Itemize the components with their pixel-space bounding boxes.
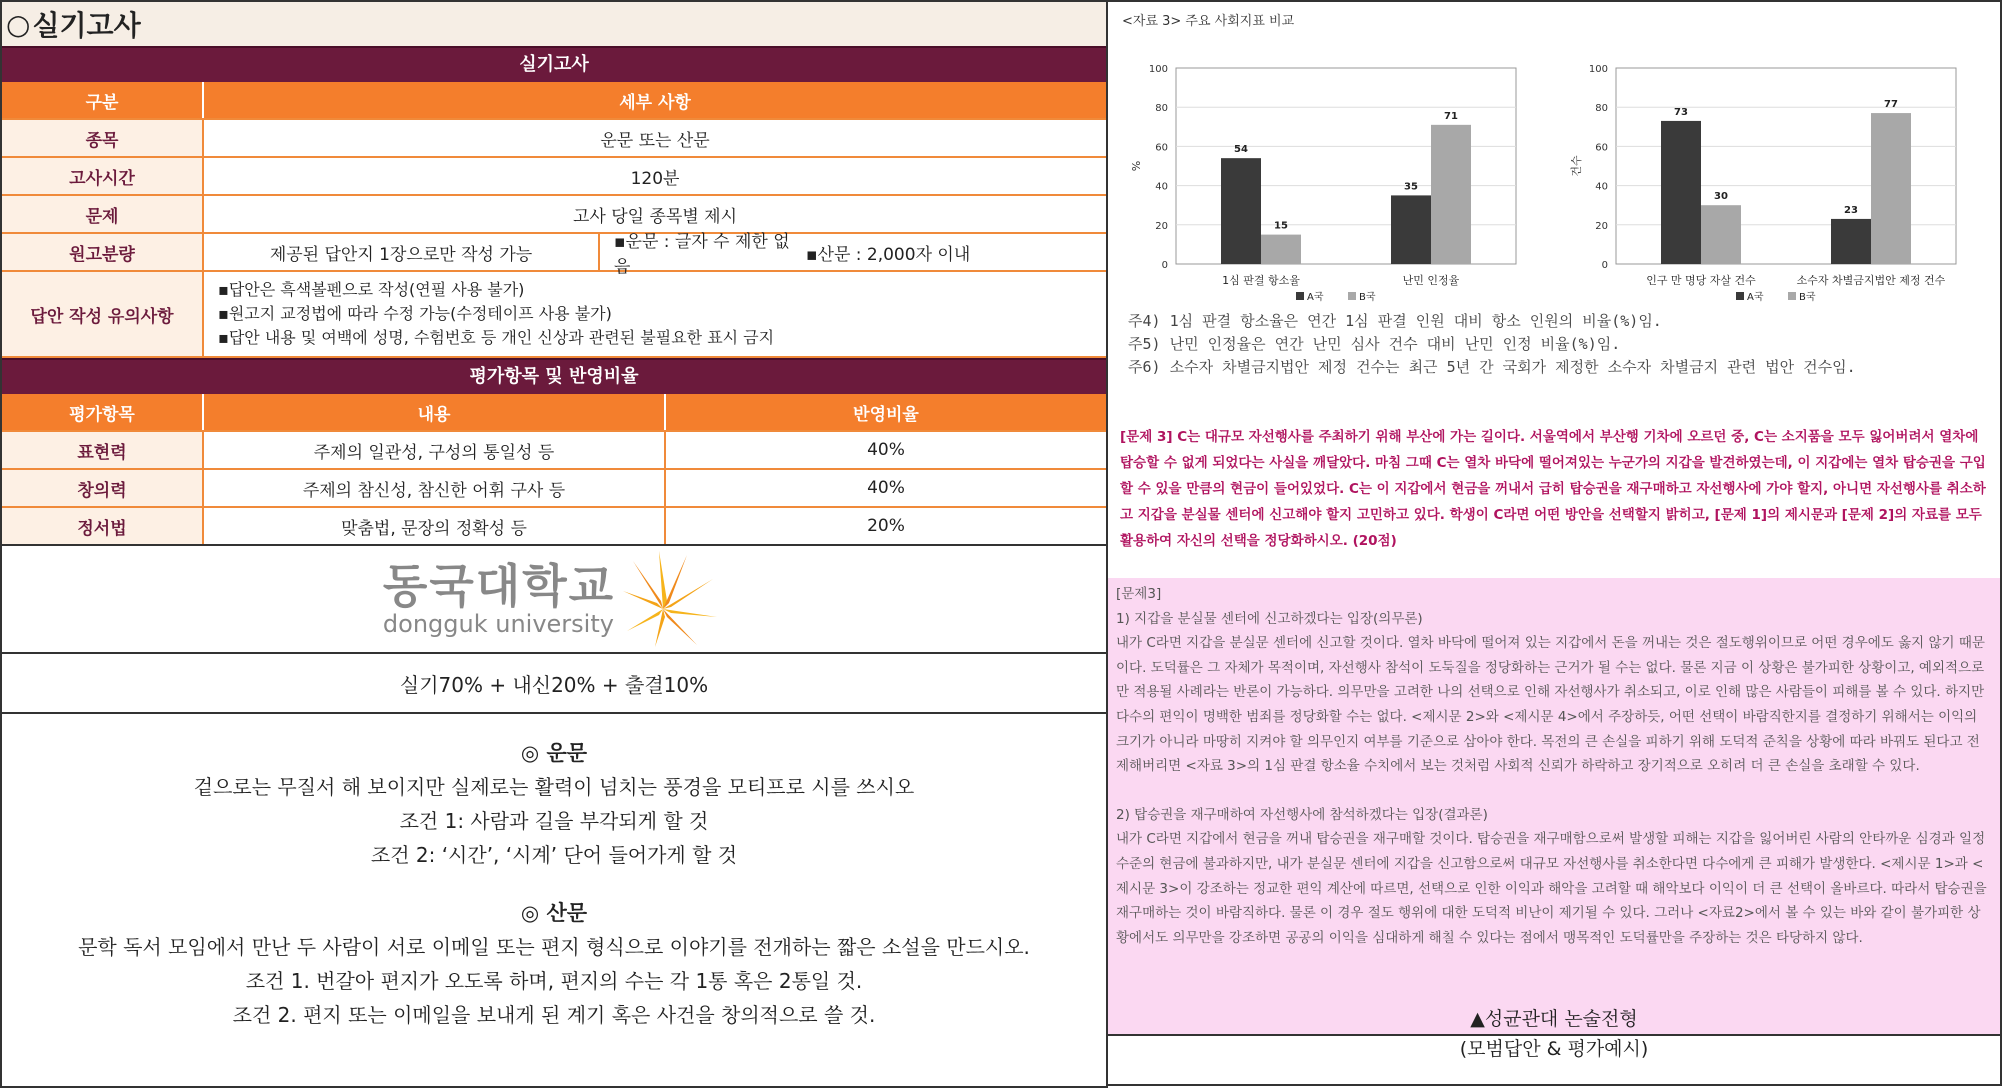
row-label: 고사시간 — [2, 158, 204, 194]
row-label: 답안 작성 유의사항 — [2, 272, 204, 356]
manuscript-row — [2, 232, 1106, 277]
right-panel — [1106, 0, 2002, 1086]
eval-item: 표현력 — [2, 432, 204, 468]
section-header-eval: 평가항목 및 반영비율 — [2, 358, 1106, 394]
verse-line: 겉으로는 무질서 해 보이지만 실제로는 활력이 넘치는 풍경을 모티프로 시를 쓰시오 — [193, 775, 915, 799]
eval-content: 주제의 참신성, 참신한 어휘 구사 등 — [204, 470, 666, 506]
eval-header-row — [2, 394, 1106, 432]
verse-heading: ◎ 운문 — [520, 741, 588, 765]
header-label: 구분 — [2, 82, 204, 118]
note-item: ▪원고지 교정법에 따라 수정 가능(수정테이프 사용 불가) — [218, 304, 612, 323]
eval-rate: 40% — [867, 478, 905, 498]
notes-row — [2, 272, 1106, 358]
bottom-caption — [1108, 1004, 2000, 1064]
answer-heading-1: 1) 지갑을 분실물 센터에 신고하겠다는 입장(의무론) — [1116, 610, 1423, 627]
y-tick-label: 0 — [1161, 260, 1168, 271]
section-header-exam: 실기고사 — [2, 46, 1106, 82]
legend-swatch — [1296, 292, 1304, 300]
bar — [1221, 158, 1261, 264]
eval-header-rate: 반영비율 — [853, 404, 919, 425]
table-header-row — [2, 82, 1106, 120]
table-row — [2, 432, 1106, 470]
answer-spacer — [1116, 779, 1992, 803]
x-tick-label: 난민 인정율 — [1402, 274, 1460, 287]
page-title — [2, 2, 1106, 46]
bar — [1261, 235, 1301, 264]
chart-left — [1130, 48, 1550, 308]
bar-value-label: 77 — [1884, 99, 1898, 111]
eval-item: 창의력 — [2, 470, 204, 506]
legend-swatch — [1788, 292, 1796, 300]
bar-value-label: 54 — [1234, 144, 1248, 156]
bar-value-label: 73 — [1674, 106, 1688, 118]
eval-header-item: 평가항목 — [2, 394, 204, 430]
table-row — [2, 196, 1106, 234]
legend-label: A국 — [1307, 292, 1324, 303]
note-item: ▪답안 내용 및 여백에 성명, 수험번호 등 개인 신상과 관련된 불필요한 표시 금지 — [218, 328, 775, 347]
y-tick-label: 40 — [1155, 181, 1168, 193]
eval-content: 주제의 일관성, 구성의 통일성 등 — [204, 432, 666, 468]
eval-rate: 40% — [867, 440, 905, 460]
legend-label: A국 — [1747, 292, 1764, 303]
bar-value-label: 35 — [1404, 181, 1418, 193]
legend-label: B국 — [1359, 292, 1376, 303]
answer-tag: [문제3] — [1116, 586, 1162, 602]
row-label: 문제 — [2, 196, 204, 232]
answer-paragraph-1: 내가 C라면 지갑을 분실문 센터에 신고할 것이다. 열차 바닥에 떨어져 있는 지갑에서 돈을 꺼내는 것은 절도행위이므로 어떤 경우에도 옳지 않기 때문이다. 도덕률은 그 자체가 목적이며, 자선행사 참석이 도둑질을 정당화하는 근거가 될 수는 없다. 물론 지금 이 상황은 불가피한 상황이고, 예외적으로만 적용될 사례라는 반론이 가능하다. 의무만을 고려한 나의 선택으로 인해 자선행사가 취소되고, 이로 인해 많은 사람들이 피해를 볼 수 있다. 하지만 다수의 편익이 명백한 범죄를 정당화할 수는 없다. <제시문 2>와 <제시문 4>에서 주장하듯, 어떤 선택이 바람직한지를 결정하기 위해서는 이익의 크기가 아니라 마땅히 지켜야 할 의무인지 여부를 기준으로 삼아야 한다. 목전의 큰 손실을 피하기 위해 도덕적 준칙을 상황에 따라 바꿔도 된다고 전제해버리면 <자료 3>의 1심 판결 항소율 수치에서 보는 것처럼 사회적 신뢰가 하락하고 장기적으로 오히려 더 큰 손실을 초래할 수 있다. — [1116, 635, 1985, 775]
table-row — [2, 470, 1106, 508]
row-value: 고사 당일 종목별 제시 — [572, 206, 737, 227]
row-value: 120분 — [630, 168, 680, 189]
problem-3-text: [문제 3] C는 대규모 자선행사를 주최하기 위해 부산에 가는 길이다. 서울역에서 부산행 기차에 오르던 중, C는 소지품을 모두 잃어버려서 열차에 탑승할 수 없게 되었다는 사실을 깨달았다. 마침 그때 C는 열차 바닥에 떨어져있는 누군가의 지갑을 발견하였는데, 이 지갑에는 열차 탑승권을 구입할 수 있을 만큼의 현금이 들어있었다. C는 이 지갑에서 현금을 꺼내서 급히 탑승권을 재구매하고 자선행사에 가야 할지, 아니면 자선행사를 취소하고 지갑을 분실물 센터에 신고해야 할지 고민하고 있다. 학생이 C라면 어떤 방안을 선택할지 밝히고, [문제 1]의 제시문과 [문제 2]의 자료를 모두 활용하여 자신의 선택을 정당화하시오. (20점) — [1120, 429, 1986, 549]
university-logo — [2, 546, 1106, 654]
y-tick-label: 100 — [1588, 64, 1608, 75]
notes-list — [204, 272, 1106, 356]
bar — [1871, 113, 1911, 264]
verse-line: 조건 2: ‘시간’, ‘시계’ 단어 들어가게 할 것 — [370, 843, 738, 867]
footnote: 주5) 난민 인정율은 연간 난민 심사 건수 대비 난민 인정 비율(%)임. — [1128, 335, 1621, 353]
table-row — [2, 120, 1106, 158]
y-axis-label: 건수 — [1570, 155, 1583, 177]
page-title-text: 실기고사 — [32, 9, 141, 42]
footnote: 주4) 1심 판결 항소율은 연간 1심 판결 인원 대비 항소 인원의 비율(%)임. — [1128, 312, 1662, 330]
eval-header-content: 내용 — [204, 394, 666, 430]
logo-english: dongguk university — [382, 610, 614, 638]
data-caption: <자료 3> 주요 사회지표 비교 — [1122, 14, 1295, 29]
y-axis-label: % — [1130, 160, 1143, 172]
note-item: ▪답안은 흑색볼펜으로 작성(연필 사용 불가) — [218, 280, 525, 299]
verse-section — [2, 736, 1106, 872]
y-tick-label: 60 — [1595, 142, 1608, 154]
bar-value-label: 71 — [1444, 110, 1458, 122]
bar — [1701, 205, 1741, 264]
y-tick-label: 80 — [1595, 103, 1608, 115]
legend-swatch — [1736, 292, 1744, 300]
caption-line: (모범답안 & 평가예시) — [1459, 1038, 1649, 1060]
score-formula: 실기70% + 내신20% + 출결10% — [2, 654, 1106, 714]
footnote: 주6) 소수자 차별금지법안 제정 건수는 최근 5년 간 국회가 제정한 소수자 차별금지 관련 법안 건수임. — [1128, 358, 1856, 376]
header-detail: 세부 사항 — [619, 92, 691, 113]
legend-swatch — [1348, 292, 1356, 300]
prose-line: 문학 독서 모임에서 만난 두 사람이 서로 이메일 또는 편지 형식으로 이야기를 전개하는 짧은 소설을 만드시오. — [78, 935, 1030, 959]
chart-right — [1570, 48, 1990, 308]
verse-line: 조건 1: 사람과 길을 부각되게 할 것 — [399, 809, 709, 833]
x-tick-label: 소수자 차별금지법안 제정 건수 — [1796, 274, 1946, 287]
y-tick-label: 60 — [1155, 142, 1168, 154]
row-value: 운문 또는 산문 — [600, 130, 710, 151]
x-tick-label: 1심 판결 항소율 — [1222, 274, 1300, 287]
logo-korean: 동국대학교 — [382, 559, 616, 613]
y-tick-label: 80 — [1155, 103, 1168, 115]
y-tick-label: 20 — [1595, 220, 1608, 232]
table-row — [2, 508, 1106, 546]
circle-icon: ○ — [6, 7, 31, 41]
prose-limit: ▪산문 : 2,000자 이내 — [806, 244, 971, 265]
bar — [1391, 195, 1431, 264]
bar — [1661, 121, 1701, 264]
verse-limit: ▪운문 : 글자 수 제한 없음 — [614, 232, 790, 277]
y-tick-label: 0 — [1601, 260, 1608, 271]
answer-paragraph-2: 내가 C라면 지갑에서 현금을 꺼내 탑승권을 재구매할 것이다. 탑승권을 재구매함으로써 발생할 피해는 지갑을 잃어버린 사람의 안타까운 심경과 일정 수준의 현금에 불과하지만, 내가 분실문 센터에 지갑을 신고함으로써 대규모 자선행사를 취소한다면 다수에게 큰 피해가 발생한다. <제시문 1>과 <제시문 3>이 강조하는 정교한 편익 계산에 따르면, 선택으로 인한 이익과 해악을 고려할 때 해악보다 이익이 더 큰 선택이 올바르다. 따라서 탑승권을 재구매하는 것이 바람직하다. 물론 이 경우 절도 행위에 대한 도덕적 비난이 제기될 수 있다. 그러나 <자료2>에서 볼 수 있는 바와 같이 불가피한 상황에서도 의무만을 강조하면 공공의 이익을 심대하게 해칠 수 있다는 점에서 맹목적인 도덕률만을 주장하는 것은 타당하지 않다. — [1116, 831, 1987, 946]
y-tick-label: 100 — [1148, 64, 1168, 75]
manuscript-limit: 제공된 답안지 1장으로만 작성 가능 — [204, 234, 600, 270]
row-label: 원고분량 — [2, 234, 204, 270]
logo-flame-icon — [615, 549, 725, 649]
prose-section — [2, 896, 1106, 1032]
legend-label: B국 — [1799, 292, 1816, 303]
row-label: 종목 — [2, 120, 204, 156]
bar-value-label: 30 — [1714, 191, 1728, 203]
y-tick-label: 40 — [1595, 181, 1608, 193]
prose-heading: ◎ 산문 — [520, 901, 588, 925]
table-row — [2, 158, 1106, 196]
eval-content: 맞춤법, 문장의 정확성 등 — [204, 508, 666, 544]
bar-value-label: 15 — [1274, 220, 1288, 232]
x-tick-label: 인구 만 명당 자살 건수 — [1646, 274, 1756, 287]
eval-rate: 20% — [867, 516, 905, 536]
prose-line: 조건 2. 편지 또는 이메일을 보내게 된 계기 혹은 사건을 창의적으로 쓸 것. — [232, 1003, 876, 1027]
model-answer — [1108, 578, 2000, 1036]
y-tick-label: 20 — [1155, 220, 1168, 232]
prose-line: 조건 1. 번갈아 편지가 오도록 하며, 편지의 수는 각 1통 혹은 2통일 것. — [245, 969, 863, 993]
bar — [1831, 219, 1871, 264]
bar-value-label: 23 — [1844, 204, 1858, 216]
eval-item: 정서법 — [2, 508, 204, 544]
bar — [1431, 125, 1471, 264]
caption-line: ▲성균관대 논술전형 — [1470, 1008, 1638, 1030]
logo-text — [383, 561, 615, 637]
answer-heading-2: 2) 탑승권을 재구매하여 자선행사에 참석하겠다는 입장(결과론) — [1116, 806, 1488, 823]
footnotes — [1128, 310, 1856, 379]
